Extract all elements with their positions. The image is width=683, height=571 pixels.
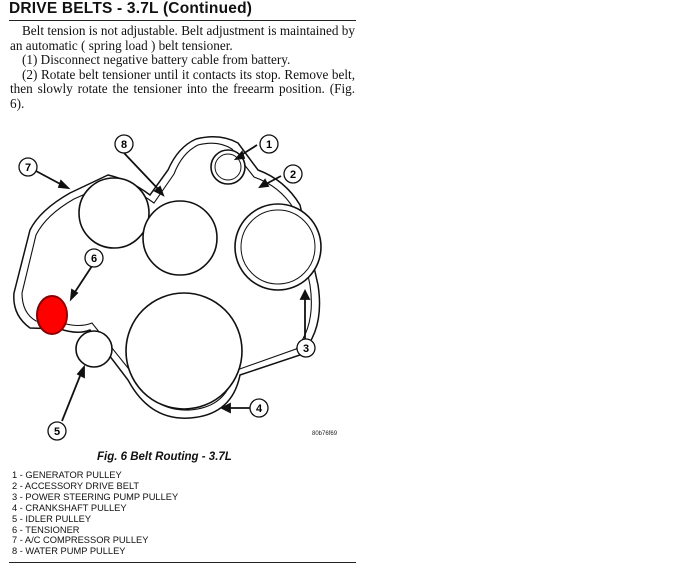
intro-paragraph: Belt tension is not adjustable. Belt adjustment is maintained by an automatic ( spring load ) belt tensioner. (10, 23, 355, 53)
callout-6-label: 6 (90, 253, 98, 265)
bottom-divider (9, 562, 356, 563)
idler-pulley (76, 331, 112, 367)
legend-item: 5 - IDLER PULLEY (12, 513, 92, 524)
tensioner-pulley (37, 296, 67, 334)
top-divider (9, 20, 356, 21)
callout-7-label: 7 (24, 162, 32, 174)
belt-routing-diagram (0, 125, 360, 445)
legend-item: 2 - ACCESSORY DRIVE BELT (12, 480, 140, 491)
callout-2-label: 2 (289, 169, 297, 181)
callout-1-label: 1 (265, 139, 273, 151)
procedure-text (10, 24, 355, 112)
legend-item: 8 - WATER PUMP PULLEY (12, 546, 126, 557)
figure-legend (12, 470, 178, 557)
callout-8-label: 8 (120, 139, 128, 151)
legend-item: 7 - A/C COMPRESSOR PULLEY (12, 535, 149, 546)
ac-compressor-pulley (79, 178, 149, 248)
step-1: (1) Disconnect negative battery cable from battery. (22, 52, 291, 68)
water-pump-pulley (143, 201, 217, 275)
step-2: (2) Rotate belt tensioner until it contacts its stop. Remove belt, then slowly rotate the tensioner into the freearm position. (Fig. 6). (10, 66, 355, 111)
legend-item: 3 - POWER STEERING PUMP PULLEY (12, 491, 179, 502)
figure-caption: Fig. 6 Belt Routing - 3.7L (97, 451, 232, 463)
figure-code: 80b76f69 (312, 431, 338, 437)
callout-5-label: 5 (53, 426, 61, 438)
legend-item: 4 - CRANKSHAFT PULLEY (12, 502, 127, 513)
callout-4-label: 4 (255, 403, 263, 415)
callout-3-label: 3 (302, 343, 310, 355)
crankshaft-pulley (126, 293, 242, 409)
legend-item: 1 - GENERATOR PULLEY (12, 470, 122, 480)
page-title: DRIVE BELTS - 3.7L (Continued) (9, 0, 253, 17)
legend-item: 6 - TENSIONER (12, 524, 80, 535)
power-steering-pump-pulley-inner (241, 210, 315, 284)
